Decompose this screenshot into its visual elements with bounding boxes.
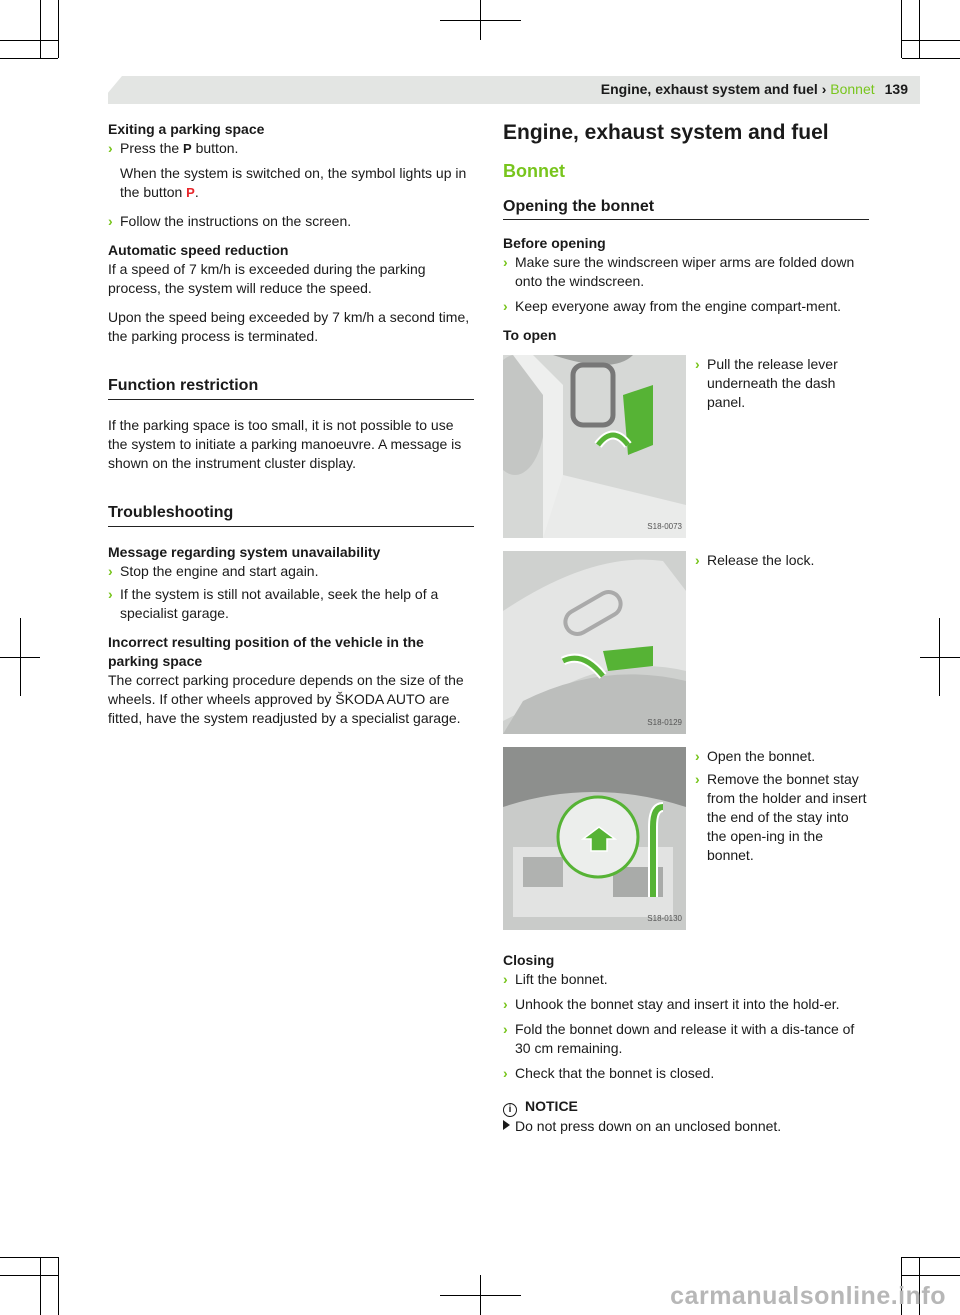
chevron-icon: › [695,748,700,764]
figure-steps [695,747,869,875]
function-text: If the parking space is too small, it is not possible to use the system to initiate a parking manoeuvre. A message is shown on the instrument cluster display. [108,417,462,471]
figure-row [503,551,869,747]
crop-mark [58,1257,59,1315]
auto-speed-text: If a speed of 7 km/h is exceeded during the parking process, the system will reduce the speed. [108,261,426,296]
auto-speed-title: Automatic speed reduction [108,242,289,258]
chevron-icon: › [503,1065,508,1081]
exiting-title: Exiting a parking space [108,121,265,137]
chevron-icon: › [108,563,113,579]
chevron-icon: › [108,586,113,602]
page-title: Engine, exhaust system and fuel [503,121,829,144]
list-item: › Press the P button. [108,140,239,156]
bonnet-stay-illustration [503,747,686,930]
chevron-icon: › [503,996,508,1012]
info-icon: i [503,1103,517,1117]
chevron-icon: › [695,552,700,568]
chevron-icon: › [695,771,700,787]
figure-steps [695,551,869,580]
list-item: › Open the bonnet. [695,748,816,764]
notice-heading: i NOTICE [503,1097,869,1117]
crop-mark [40,1257,41,1315]
crop-mark [901,0,902,58]
figure-code: S18-0130 [647,914,682,923]
crop-mark [920,657,960,658]
page-number: 139 [884,81,908,97]
crop-mark [902,1257,960,1258]
running-header [601,81,908,97]
left-column [108,120,474,738]
list-item: › If the system is still not available, seek the help of a specialist garage. [108,586,439,621]
list-item: › Keep everyone away from the engine compart-ment. [503,298,842,314]
crop-mark [0,1275,58,1276]
list-item: › Make sure the windscreen wiper arms are folded down onto the windscreen. [503,254,855,289]
crop-mark [0,657,40,658]
right-column [503,120,869,1136]
list-item: › Follow the instructions on the screen. [108,213,352,229]
triangle-bullet-icon [503,1120,510,1130]
crop-mark [40,0,41,58]
auto-speed-text: Upon the speed being exceeded by 7 km/h a second time, the parking process is terminated. [108,309,470,344]
closing-title: Closing [503,952,555,968]
release-lever-illustration [503,355,686,538]
park-assist-lit-icon: P [186,185,195,200]
notice-item: Do not press down on an unclosed bonnet. [503,1117,869,1136]
crop-mark [919,0,920,58]
crop-mark [440,20,521,21]
figure-release-lever [503,355,686,538]
crop-mark [0,58,58,59]
park-assist-icon: P [183,141,192,156]
figure-release-lock [503,551,686,734]
message-title: Message regarding system unavailability [108,544,381,560]
subsection-heading: Opening the bonnet [503,197,869,220]
chevron-icon: › [503,298,508,314]
figure-row [503,747,869,951]
chevron-icon: › [503,971,508,987]
to-open-title: To open [503,327,557,343]
incorrect-text: The correct parking procedure depends on the size of the wheels. If other wheels approved by ŠKODA AUTO are fitted, have the system readjusted by a specialist garage. [108,672,464,726]
list-item: › Stop the engine and start again. [108,563,319,579]
release-lock-illustration [503,551,686,734]
list-item: › Pull the release lever underneath the dash panel. [695,356,838,410]
section-title: Bonnet [503,161,565,181]
exiting-note: When the system is switched on, the symbol lights up in the button P. [120,165,467,200]
before-opening-title: Before opening [503,235,606,251]
incorrect-title: Incorrect resulting position of the vehicle in the parking space [108,634,424,669]
figure-bonnet-stay [503,747,686,930]
list-item: › Unhook the bonnet stay and insert it into the hold-er. [503,996,840,1012]
chevron-icon: › [108,140,113,156]
figure-code: S18-0073 [647,522,682,531]
chevron-icon: › [695,356,700,372]
header-section: Engine, exhaust system and fuel [600,81,818,97]
chevron-icon: › [503,1021,508,1037]
list-item: › Lift the bonnet. [503,971,608,987]
crop-mark [902,40,960,41]
section-heading: Function restriction [108,376,474,400]
figure-code: S18-0129 [647,718,682,727]
crop-mark [58,0,59,58]
header-separator: › [817,81,831,97]
watermark: carmanualsonline.info [670,1282,946,1310]
list-item: › Fold the bonnet down and release it with a dis-tance of 30 cm remaining. [503,1021,855,1056]
chevron-icon: › [503,254,508,270]
list-item: › Release the lock. [695,552,815,568]
section-heading: Troubleshooting [108,503,474,527]
crop-mark [440,1295,521,1296]
figure-steps [695,355,869,422]
header-subsection: Bonnet [830,81,875,97]
crop-mark [0,1257,58,1258]
figure-row [503,355,869,551]
list-item: › Check that the bonnet is closed. [503,1065,715,1081]
crop-mark [0,40,58,41]
crop-mark [902,58,960,59]
crop-mark [902,1275,960,1276]
chevron-icon: › [108,213,113,229]
list-item: › Remove the bonnet stay from the holder and insert the end of the stay into the open-ing in the bonnet. [695,771,867,863]
